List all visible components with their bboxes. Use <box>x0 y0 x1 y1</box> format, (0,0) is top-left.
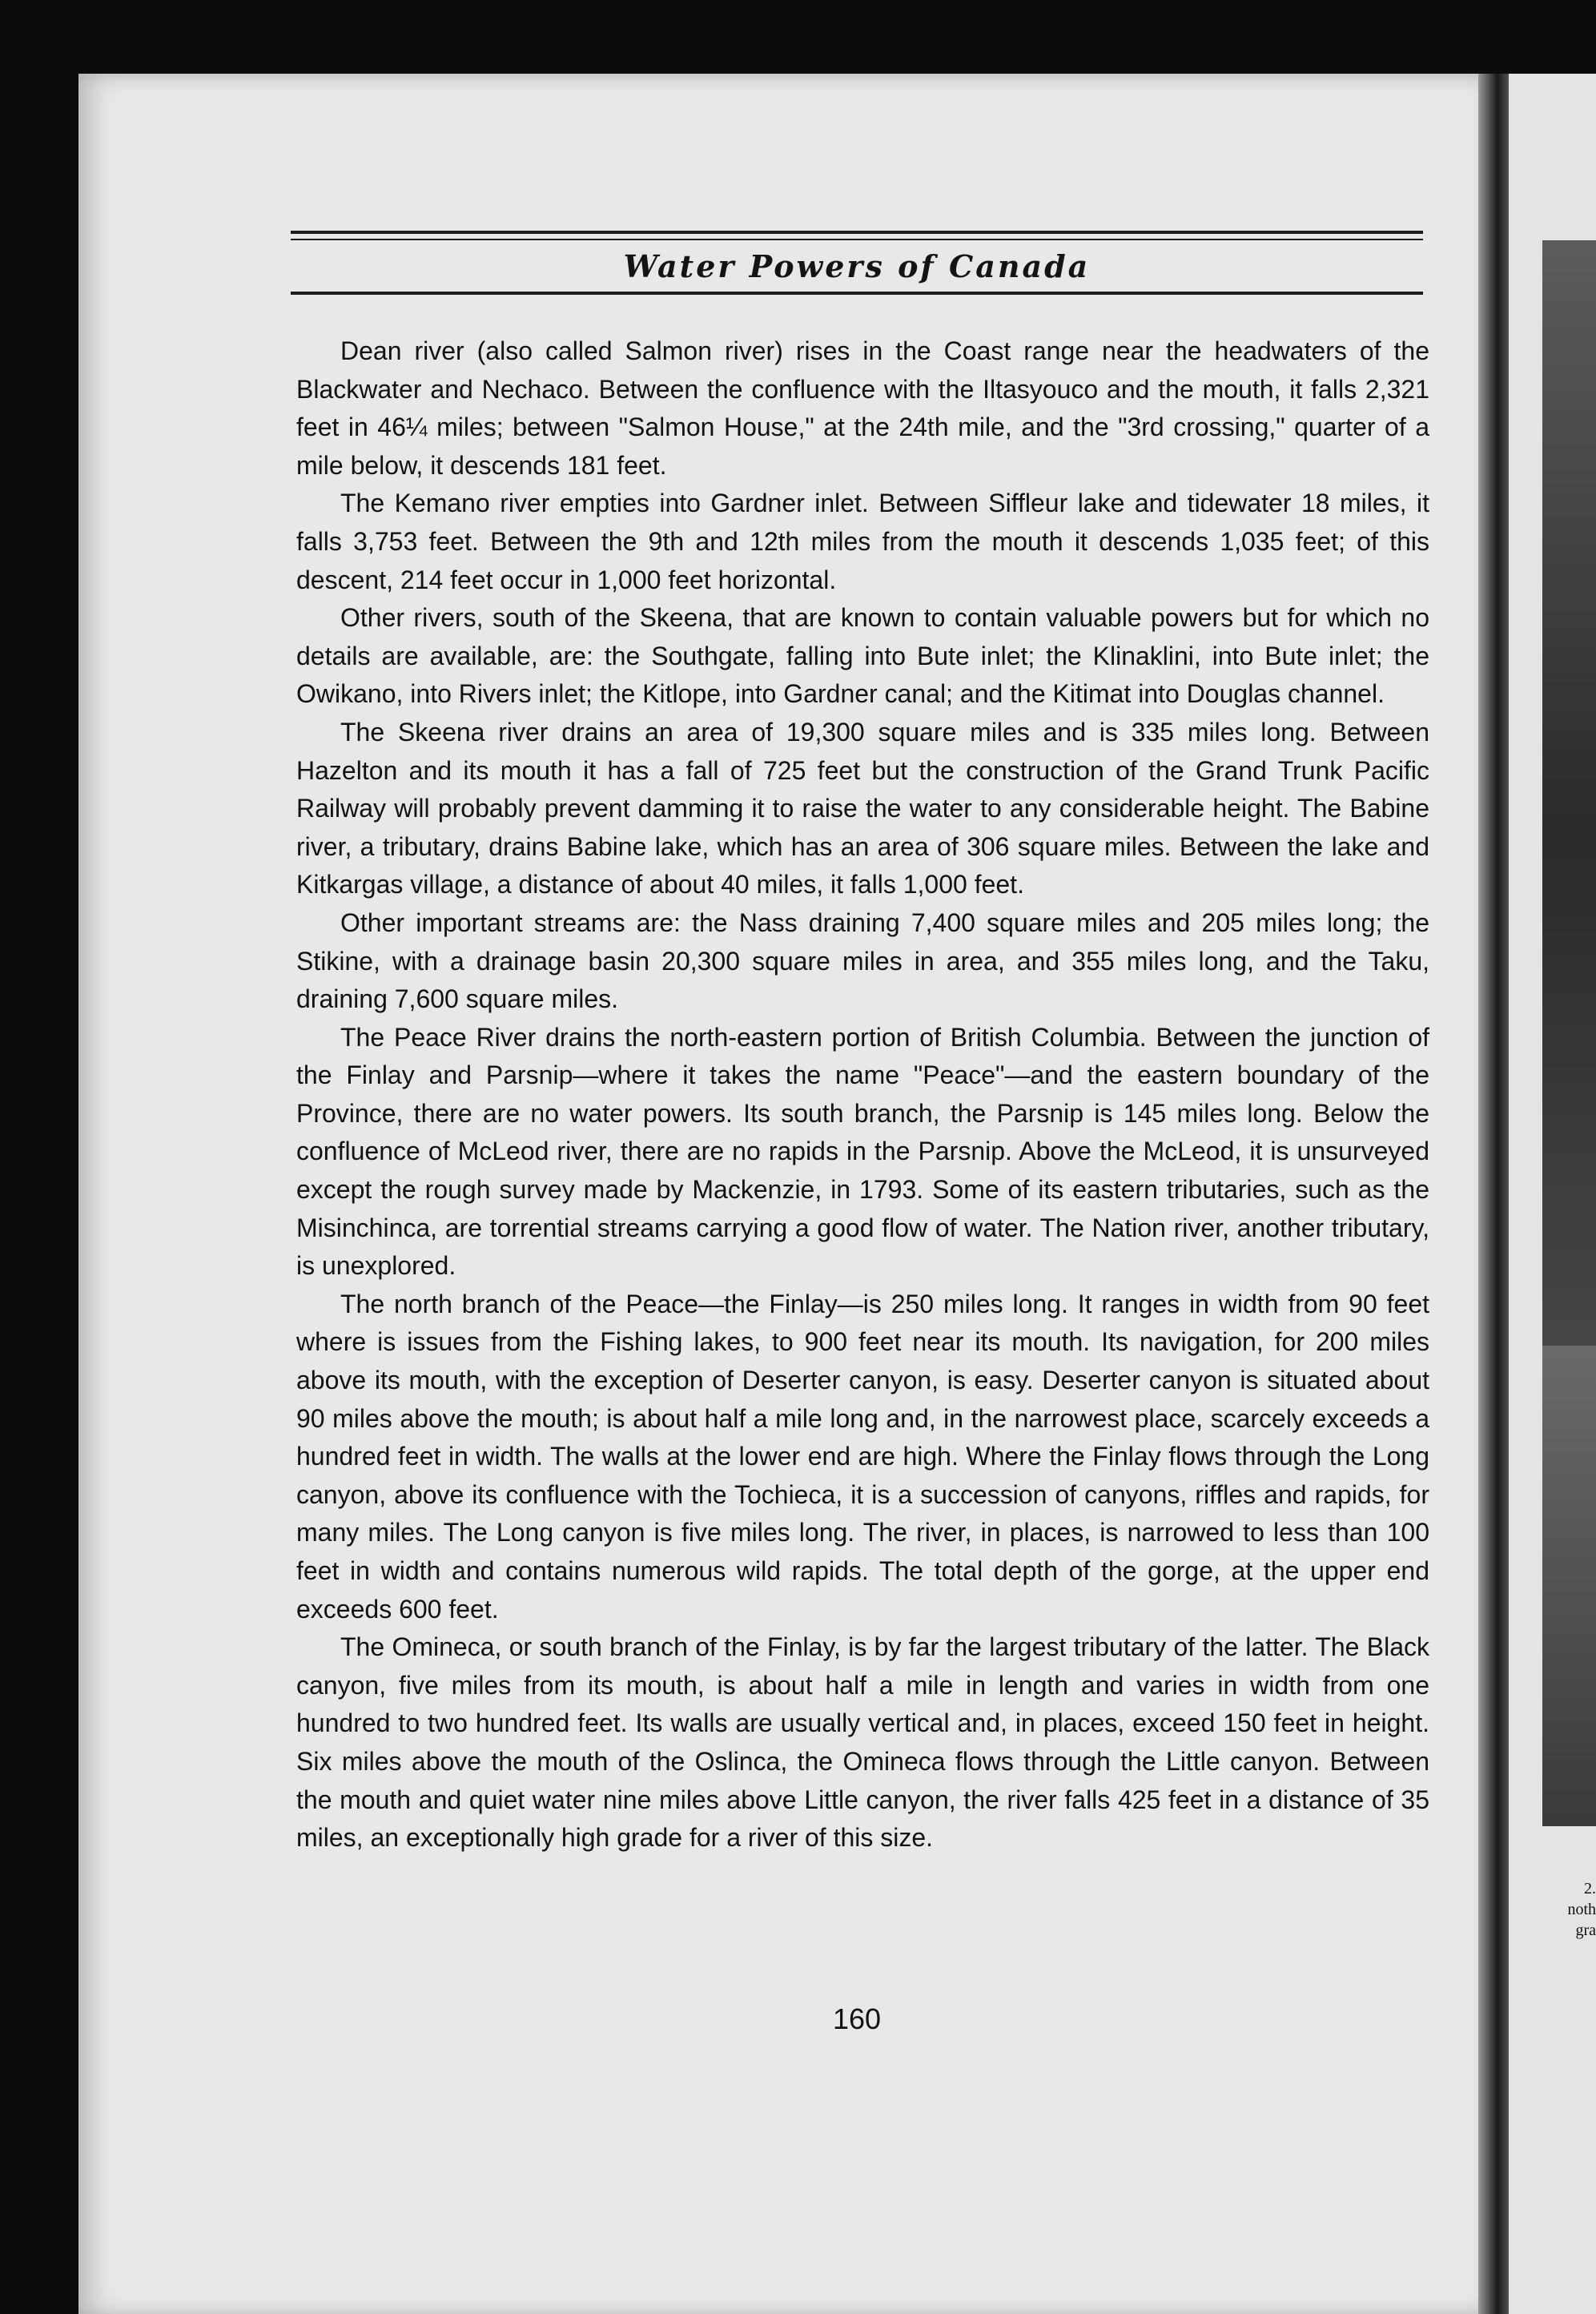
running-title: Water Powers of Canada <box>623 248 1091 284</box>
caption-line: gra <box>1575 1922 1596 1939</box>
paragraph-peace-river: The Peace River drains the north-eastern portion of British Columbia. Between the junction of the Finlay and Parsnip—where it takes the name "Peace"—and the eastern boundary of the Province, there are no water powers. Its south branch, the Parsnip is 145 miles long. Below the confluence of McLeod river, there are no rapids in the Parsnip. Above the McLeod, it is unsurveyed except the rough survey made by Mackenzie, in 1793. Some of its eastern tributaries, such as the Misinchinca, are torrential streams carrying a good flow of water. The Nation river, another tributary, is unexplored. <box>296 1022 1429 1281</box>
right-page-photo-lower <box>1542 1346 1596 1826</box>
caption-line: noth <box>1567 1901 1596 1918</box>
paragraph-dean-river: Dean river (also called Salmon river) rises in the Coast range near the headwaters of the Blackwater and Nechaco. Between the confluence with the Iltasyouco and the mouth, it falls 2,321 feet in 46¼ miles; between "Salmon House," at the 24th mile, and the "3rd crossing," quarter of a mile below, it descends 181 feet. <box>296 336 1429 480</box>
right-page-caption <box>1550 1878 1596 1941</box>
paragraph-kemano-river: The Kemano river empties into Gardner inlet. Between Siffleur lake and tidewater 18 miles, it falls 3,753 feet. Between the 9th and 12th miles from the mouth it descends 1,035 feet; of this descent, 214 feet occur in 1,000 feet horizontal. <box>296 489 1429 594</box>
header-rule-top <box>291 231 1423 234</box>
paragraph-other-streams: Other important streams are: the Nass draining 7,400 square miles and 205 miles long; the Stikine, with a drainage basin 20,300 square miles in area, and 355 miles long, and the Taku, draining 7,600 square miles. <box>296 907 1429 1014</box>
paragraph-skeena-river: The Skeena river drains an area of 19,300 square miles and is 335 miles long. Between Hazelton and its mouth it has a fall of 725 feet but the construction of the Grand Trunk Pacific Railway will probably prevent damming it to raise the water to any considerable height. The Babine river, a tributary, drains Babine lake, which has an area of 306 square miles. Between the lake and Kitkargas village, a distance of about 40 miles, it falls 1,000 feet. <box>296 717 1429 899</box>
paragraph-omineca-river: The Omineca, or south branch of the Finlay, is by far the largest tributary of the latter. The Black canyon, five miles from its mouth, is about half a mile in length and varies in width from one hundred to two hundred feet. Its walls are usually vertical and, in places, exceed 150 feet in height. Six miles above the mouth of the Oslinca, the Omineca flows through the Little canyon. Between the mouth and quiet water nine miles above Little canyon, the river falls 425 feet in a distance of 35 miles, an exceptionally high grade for a river of this size. <box>296 1632 1429 1853</box>
book-gutter <box>1478 74 1510 2314</box>
paragraph-other-rivers: Other rivers, south of the Skeena, that are known to contain valuable powers but for which no details are available, are: the Southgate, falling into Bute inlet; the Klinaklini, into Bute inlet; the Owikano, into Rivers inlet; the Kitlope, into Gardner canal; and the Kitimat into Douglas channel. <box>296 603 1429 709</box>
caption-line: 2. <box>1584 1880 1596 1897</box>
paragraph-finlay-river: The north branch of the Peace—the Finlay—is 250 miles long. It ranges in width from 90 feet where is issues from the Fishing lakes, to 900 feet near its mouth. Its navigation, for 200 miles above its mouth, with the exception of Deserter canyon, is easy. Deserter canyon is situated about 90 miles above the mouth; is about half a mile long and, in the narrowest place, scarcely exceeds a hundred feet in width. The walls at the lower end are high. Where the Finlay flows through the Long canyon, above its confluence with the Tochieca, it is a succession of canyons, riffles and rapids, for many miles. The Long canyon is five miles long. The river, in places, is narrowed to less than 100 feet in width and contains numerous wild rapids. The total depth of the gorge, at the upper end exceeds 600 feet. <box>296 1289 1429 1624</box>
page-number: 160 <box>832 2002 882 2035</box>
right-page-photo <box>1542 240 1596 1426</box>
header-rule-bottom <box>291 292 1423 295</box>
header-rule-top-thin <box>291 239 1423 240</box>
body-text <box>296 332 1429 1857</box>
